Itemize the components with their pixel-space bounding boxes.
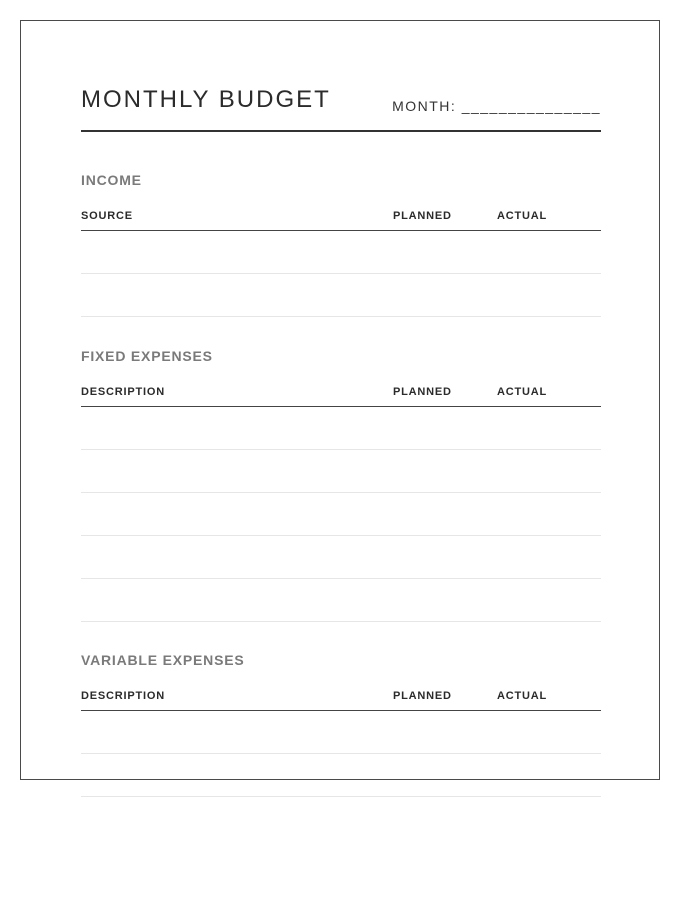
table-row[interactable] <box>81 407 601 450</box>
table-header-variable <box>81 688 601 711</box>
table-row[interactable] <box>81 231 601 274</box>
table-header-fixed <box>81 384 601 407</box>
table-row[interactable] <box>81 711 601 754</box>
section-title-fixed: FIXED EXPENSES <box>81 348 213 364</box>
table-row[interactable] <box>81 450 601 493</box>
month-field: MONTH: _______________ <box>392 98 601 114</box>
column-header-planned: PLANNED <box>393 386 452 398</box>
header <box>81 86 601 132</box>
column-header-actual: ACTUAL <box>497 690 548 702</box>
column-header-actual: ACTUAL <box>497 386 548 398</box>
table-row[interactable] <box>81 274 601 317</box>
column-header-actual: ACTUAL <box>497 210 548 222</box>
fixed-expenses-section <box>81 348 601 622</box>
table-row[interactable] <box>81 754 601 797</box>
column-header-planned: PLANNED <box>393 210 452 222</box>
table-row[interactable] <box>81 579 601 622</box>
income-section <box>81 172 601 317</box>
page-title: MONTHLY BUDGET <box>81 86 331 113</box>
column-header-description: DESCRIPTION <box>81 386 165 398</box>
table-header-income <box>81 208 601 231</box>
column-header-description: DESCRIPTION <box>81 690 165 702</box>
section-title-income: INCOME <box>81 172 142 188</box>
variable-expenses-section <box>81 652 601 797</box>
section-title-variable: VARIABLE EXPENSES <box>81 652 245 668</box>
column-header-source: SOURCE <box>81 210 133 222</box>
table-row[interactable] <box>81 493 601 536</box>
table-row[interactable] <box>81 536 601 579</box>
budget-sheet <box>81 86 601 132</box>
column-header-planned: PLANNED <box>393 690 452 702</box>
